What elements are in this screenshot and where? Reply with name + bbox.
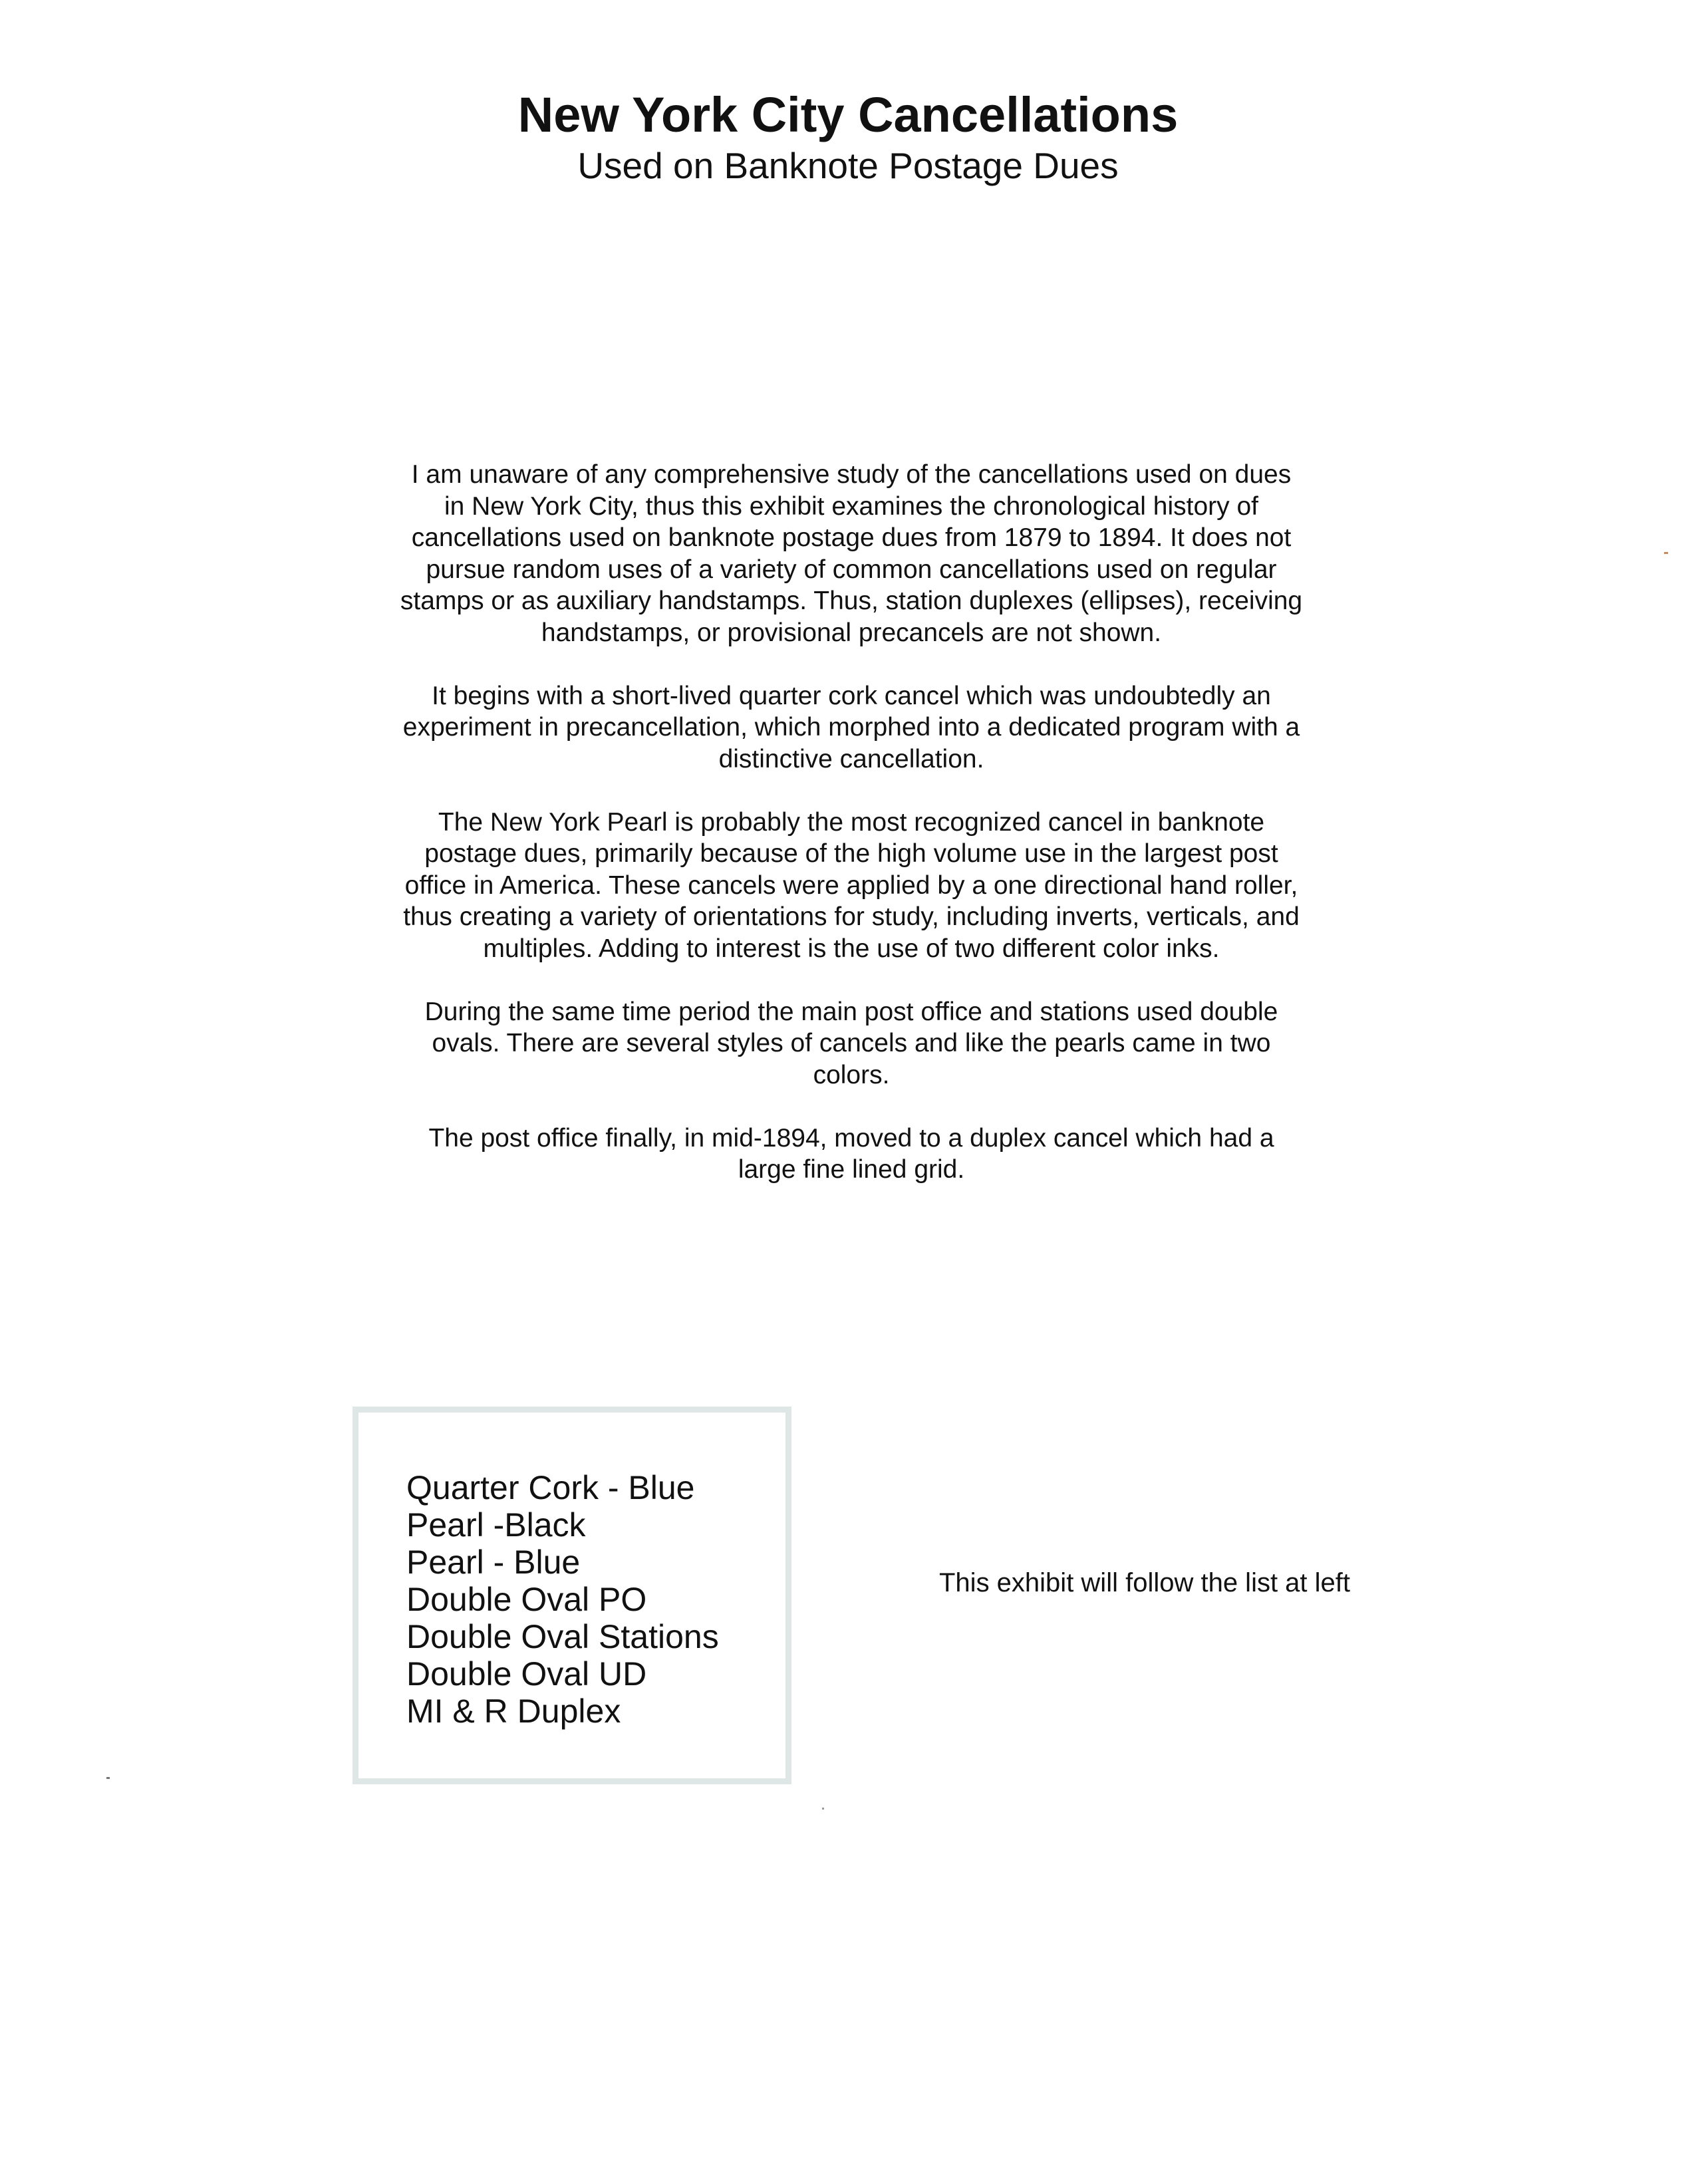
intro-text	[399, 459, 1304, 1217]
list-item: Double Oval UD	[406, 1655, 647, 1693]
list-item: Pearl - Blue	[406, 1544, 581, 1581]
scan-speck	[1664, 552, 1668, 554]
intro-paragraph-1: I am unaware of any comprehensive study of the cancellations used on dues in New York City, thus this exhibit examines the chronological history of cancellations used on banknote postage dues from 1879 to 1894. It does not pursue random uses of a variety of common cancellations used on regular stamps or as auxiliary handstamps. Thus, station duplexes (ellipses), receiving handstamps, or provisional precancels are not shown.	[400, 460, 1303, 647]
list-item: Double Oval PO	[406, 1581, 647, 1618]
list-item: MI & R Duplex	[406, 1693, 621, 1730]
page-title: New York City Cancellations	[517, 87, 1179, 142]
list-item: Double Oval Stations	[406, 1618, 719, 1655]
scan-speck	[822, 1808, 824, 1810]
intro-paragraph-3: The New York Pearl is probably the most recognized cancel in banknote postage dues, primarily because of the high volume use in the largest post office in America. These cancels were applied by a one directional hand roller, thus creating a variety of orientations for study, including inverts, verticals, and multiples. Adding to interest is the use of two different color inks.	[403, 807, 1300, 963]
intro-paragraph-4: During the same time period the main post office and stations used double ovals. There are several styles of cancels and like the pearls came in two colors.	[424, 997, 1278, 1089]
page-subtitle: Used on Banknote Postage Dues	[577, 145, 1119, 186]
intro-paragraph-5: The post office finally, in mid-1894, moved to a duplex cancel which had a large fine lined grid.	[428, 1123, 1274, 1184]
list-item: Quarter Cork - Blue	[406, 1469, 695, 1506]
contents-list-box	[353, 1407, 791, 1784]
contents-list	[406, 1469, 719, 1730]
exhibit-note: This exhibit will follow the list at left	[939, 1568, 1351, 1597]
list-item: Pearl -Black	[406, 1506, 586, 1544]
scan-speck	[106, 1777, 110, 1779]
intro-paragraph-2: It begins with a short-lived quarter cork cancel which was undoubtedly an experiment in precancellation, which morphed into a dedicated program with a distinctive cancellation.	[402, 681, 1300, 773]
